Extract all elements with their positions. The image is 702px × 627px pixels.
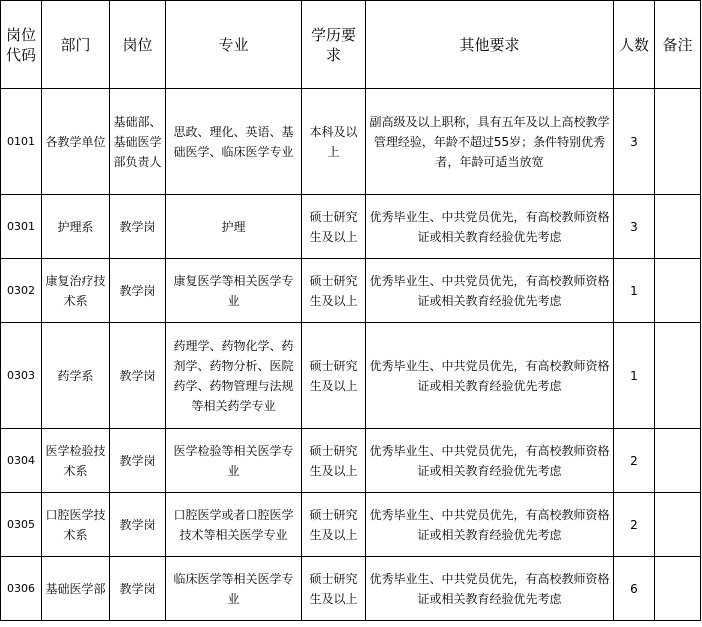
cell-dept: 护理系 xyxy=(42,195,110,259)
table-row xyxy=(1,195,701,259)
cell-code: 0305 xyxy=(1,493,42,557)
table-row xyxy=(1,89,701,195)
cell-count: 2 xyxy=(614,429,655,493)
cell-edu: 硕士研究生及以上 xyxy=(302,557,366,621)
cell-major: 药理学、药物化学、药剂学、药物分析、医院药学、药物管理与法规等相关药学专业 xyxy=(166,323,302,429)
table-row xyxy=(1,557,701,621)
cell-post: 教学岗 xyxy=(110,323,166,429)
cell-code: 0101 xyxy=(1,89,42,195)
cell-count: 2 xyxy=(614,493,655,557)
header-req: 其他要求 xyxy=(366,1,614,89)
cell-req: 优秀毕业生、中共党员优先，有高校教师资格证或相关教育经验优先考虑 xyxy=(366,557,614,621)
cell-note xyxy=(655,323,701,429)
cell-note xyxy=(655,493,701,557)
cell-note xyxy=(655,259,701,323)
cell-code: 0301 xyxy=(1,195,42,259)
header-row xyxy=(1,1,701,89)
cell-dept: 各教学单位 xyxy=(42,89,110,195)
cell-post: 教学岗 xyxy=(110,557,166,621)
cell-edu: 本科及以上 xyxy=(302,89,366,195)
cell-dept: 口腔医学技术系 xyxy=(42,493,110,557)
cell-dept: 药学系 xyxy=(42,323,110,429)
cell-major: 护理 xyxy=(166,195,302,259)
cell-note xyxy=(655,429,701,493)
header-edu: 学历要求 xyxy=(302,1,366,89)
cell-count: 3 xyxy=(614,89,655,195)
cell-note xyxy=(655,557,701,621)
cell-major: 临床医学等相关医学专业 xyxy=(166,557,302,621)
cell-note xyxy=(655,89,701,195)
cell-code: 0304 xyxy=(1,429,42,493)
cell-major: 医学检验等相关医学专业 xyxy=(166,429,302,493)
table-row xyxy=(1,429,701,493)
cell-dept: 医学检验技术系 xyxy=(42,429,110,493)
cell-dept: 康复治疗技术系 xyxy=(42,259,110,323)
cell-major: 康复医学等相关医学专业 xyxy=(166,259,302,323)
cell-note xyxy=(655,195,701,259)
cell-req: 优秀毕业生、中共党员优先，有高校教师资格证或相关教育经验优先考虑 xyxy=(366,323,614,429)
table-row xyxy=(1,493,701,557)
cell-dept: 基础医学部 xyxy=(42,557,110,621)
cell-code: 0302 xyxy=(1,259,42,323)
table-row xyxy=(1,259,701,323)
cell-edu: 硕士研究生及以上 xyxy=(302,323,366,429)
cell-edu: 硕士研究生及以上 xyxy=(302,429,366,493)
header-dept: 部门 xyxy=(42,1,110,89)
cell-major: 思政、理化、英语、基础医学、临床医学专业 xyxy=(166,89,302,195)
cell-post: 教学岗 xyxy=(110,195,166,259)
cell-post: 教学岗 xyxy=(110,259,166,323)
header-code: 岗位代码 xyxy=(1,1,42,89)
cell-post: 教学岗 xyxy=(110,493,166,557)
cell-code: 0306 xyxy=(1,557,42,621)
header-post: 岗位 xyxy=(110,1,166,89)
cell-req: 优秀毕业生、中共党员优先，有高校教师资格证或相关教育经验优先考虑 xyxy=(366,493,614,557)
cell-req: 优秀毕业生、中共党员优先，有高校教师资格证或相关教育经验优先考虑 xyxy=(366,429,614,493)
cell-post: 基础部、基础医学部负责人 xyxy=(110,89,166,195)
cell-code: 0303 xyxy=(1,323,42,429)
cell-post: 教学岗 xyxy=(110,429,166,493)
cell-count: 3 xyxy=(614,195,655,259)
header-note: 备注 xyxy=(655,1,701,89)
cell-count: 1 xyxy=(614,259,655,323)
cell-edu: 硕士研究生及以上 xyxy=(302,195,366,259)
cell-count: 1 xyxy=(614,323,655,429)
cell-count: 6 xyxy=(614,557,655,621)
header-count: 人数 xyxy=(614,1,655,89)
cell-edu: 硕士研究生及以上 xyxy=(302,493,366,557)
cell-major: 口腔医学或者口腔医学技术等相关医学专业 xyxy=(166,493,302,557)
cell-req: 副高级及以上职称，具有五年及以上高校教学管理经验，年龄不超过55岁；条件特别优秀者，年龄可适当放宽 xyxy=(366,89,614,195)
cell-req: 优秀毕业生、中共党员优先，有高校教师资格证或相关教育经验优先考虑 xyxy=(366,259,614,323)
header-major: 专业 xyxy=(166,1,302,89)
cell-edu: 硕士研究生及以上 xyxy=(302,259,366,323)
table-row xyxy=(1,323,701,429)
cell-req: 优秀毕业生、中共党员优先，有高校教师资格证或相关教育经验优先考虑 xyxy=(366,195,614,259)
